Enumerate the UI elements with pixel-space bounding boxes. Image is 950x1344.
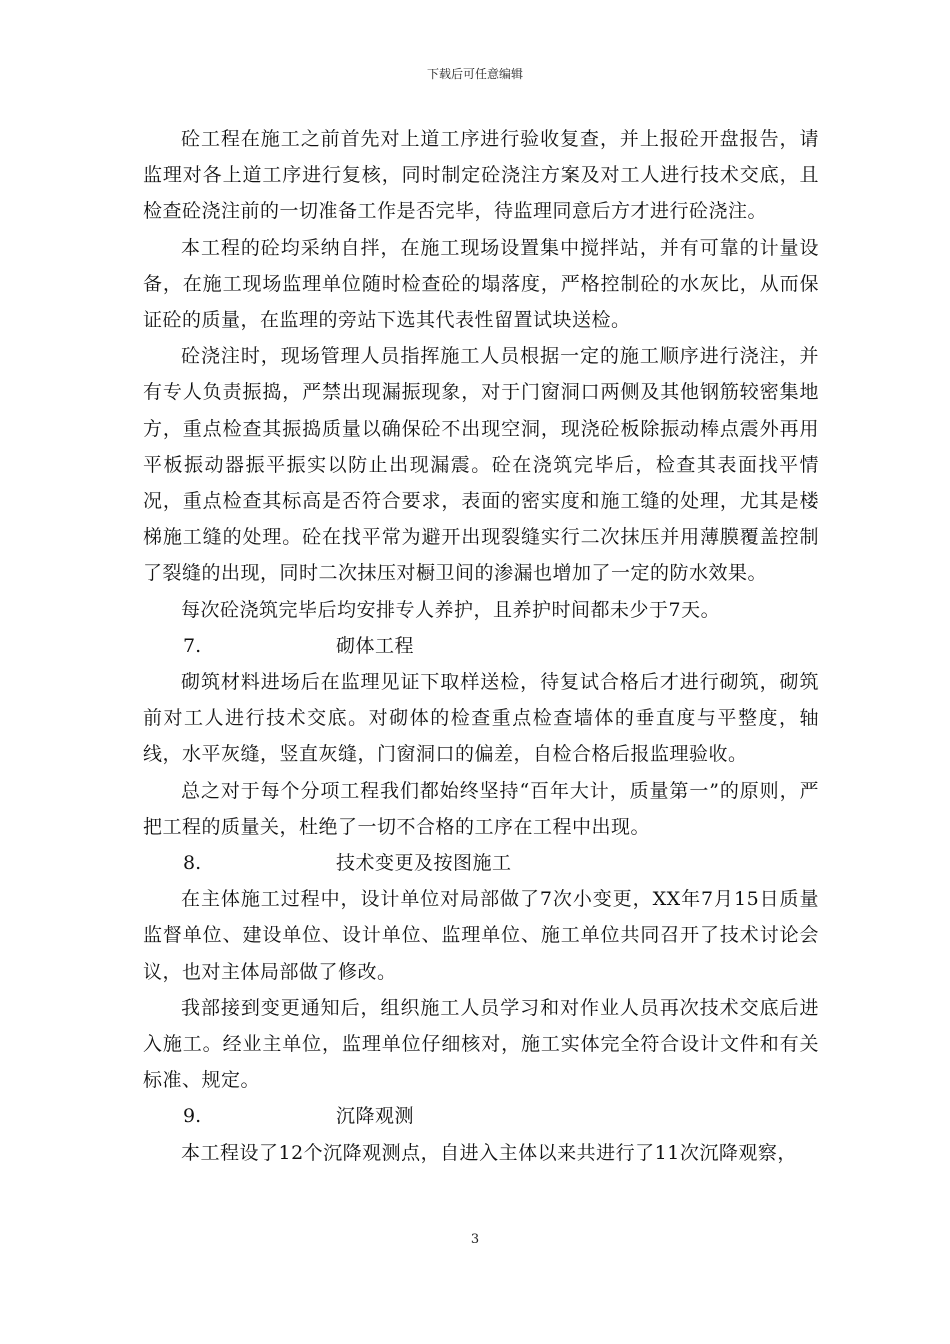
paragraph-quality-summary: 总之对于每个分项工程我们都始终坚持“百年大计，质量第一”的原则，严把工程的质量关，杜绝了一切不合格的工序在工程中出现。 — [143, 779, 819, 838]
section-number: 7. — [183, 634, 202, 657]
section-heading-design-change — [143, 845, 819, 881]
section-title: 沉降观测 — [336, 1105, 415, 1128]
document-body — [143, 121, 819, 1171]
paragraph-concrete-curing: 每次砼浇筑完毕后均安排专人养护，且养护时间都未少于7天。 — [181, 598, 721, 621]
page-header: 下载后可任意编辑 — [426, 67, 523, 81]
section-title: 技术变更及按图施工 — [336, 852, 512, 875]
page-number: 3 — [470, 1232, 480, 1247]
section-heading-masonry — [143, 628, 819, 664]
section-number: 8. — [183, 852, 202, 875]
section-number: 9. — [183, 1105, 202, 1128]
paragraph-change-implementation: 我部接到变更通知后，组织施工人员学习和对作业人员再次技术交底后进入施工。经业主单位，监理单位仔细核对，施工实体完全符合设计文件和有关标准、规定。 — [143, 996, 819, 1092]
section-heading-settlement — [143, 1098, 819, 1134]
paragraph-concrete-pouring: 砼浇注时，现场管理人员指挥施工人员根据一定的施工顺序进行浇注，并有专人负责振捣，严禁出现漏振现象，对于门窗洞口两侧及其他钢筋较密集地方，重点检查其振捣质量以确保砼不出现空洞，现浇砼板除振动棒点震外再用平板振动器振平振实以防止出现漏震。砼在浇筑完毕后，检查其表面找平情况，重点检查其标高是否符合要求，表面的密实度和施工缝的处理，尤其是楼梯施工缝的处理。砼在找平常为避开出现裂缝实行二次抹压并用薄膜覆盖控制了裂缝的出现，同时二次抹压对橱卫间的渗漏也增加了一定的防水效果。 — [143, 345, 819, 585]
paragraph-masonry: 砌筑材料进场后在监理见证下取样送检，待复试合格后才进行砌筑，砌筑前对工人进行技术交底。对砌体的检查重点检查墙体的垂直度与平整度，轴线，水平灰缝，竖直灰缝，门窗洞口的偏差，自检合格后报监理验收。 — [143, 671, 819, 766]
paragraph-concrete-mixing: 本工程的砼均采纳自拌，在施工现场设置集中搅拌站，并有可靠的计量设备，在施工现场监理单位随时检查砼的塌落度，严格控制砼的水灰比，从而保证砼的质量，在监理的旁站下选其代表性留置试块送检。 — [143, 236, 819, 332]
paragraph-design-change: 在主体施工过程中，设计单位对局部做了7次小变更，XX年7月15日质量监督单位、建设单位、设计单位、监理单位、施工单位共同召开了技术讨论会议，也对主体局部做了修改。 — [143, 888, 819, 983]
paragraph-concrete-inspection: 砼工程在施工之前首先对上道工序进行验收复查，并上报砼开盘报告，请监理对各上道工序进行复核，同时制定砼浇注方案及对工人进行技术交底，且检查砼浇注前的一切准备工作是否完毕，待监理同意后方才进行砼浇注。 — [143, 128, 819, 223]
paragraph-settlement: 本工程设了12个沉降观测点，自进入主体以来共进行了11次沉降观察， — [181, 1141, 797, 1164]
section-title: 砌体工程 — [336, 634, 415, 657]
